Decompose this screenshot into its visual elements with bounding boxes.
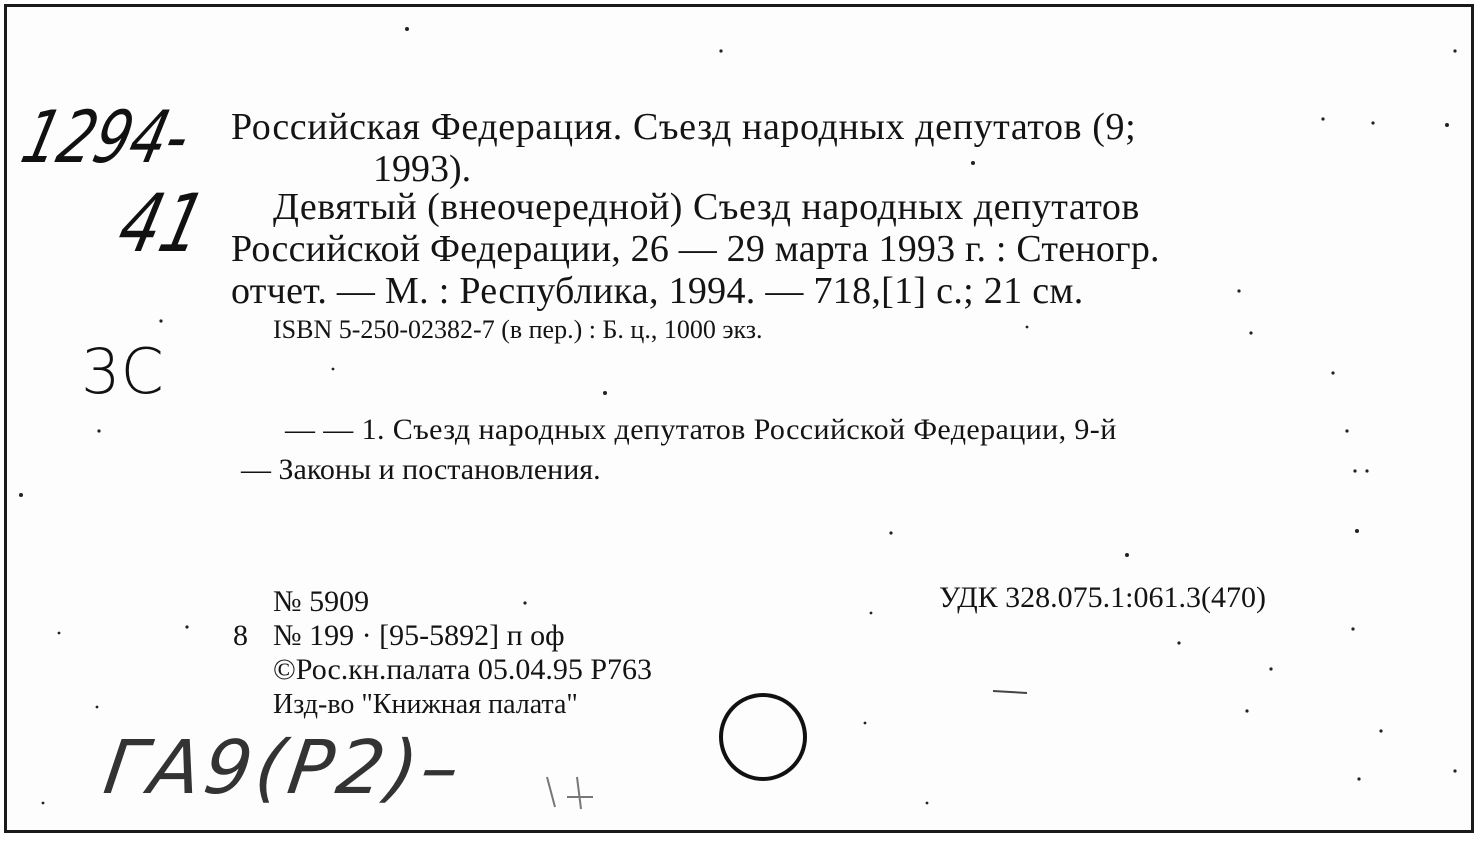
publisher-line: Изд-во "Книжная палата" (273, 689, 578, 720)
subject-line-1: — — 1. Съезд народных депутатов Российской Федерации, 9-й (285, 413, 1117, 446)
handwritten-code-bottom: 41 (109, 177, 215, 270)
book-chamber-line: ©Рос.кн.палата 05.04.95 Р763 (273, 653, 653, 686)
isbn-line: ISBN 5-250-02382-7 (в пер.) : Б. ц., 1000 экз. (273, 315, 763, 344)
handwritten-mark: 3С (81, 335, 164, 408)
handwritten-shelf-mark: ГА9(Р2)– (98, 725, 469, 811)
order-line: № 199 · [95-5892] п оф (273, 619, 565, 652)
card-decorations (7, 7, 1471, 830)
heading-line-2: 1993). (373, 148, 472, 190)
title-line-3: отчет. — М. : Республика, 1994. — 718,[1] с.; 21 см. (231, 270, 1084, 312)
hand-drawn-circle (721, 695, 805, 779)
heading-line-1: Российская Федерация. Съезд народных депутатов (9; (231, 106, 1137, 148)
order-prefix: 8 (233, 619, 248, 652)
title-line-1: Девятый (внеочередной) Съезд народных депутатов (273, 186, 1140, 228)
pencil-dash (993, 691, 1027, 693)
subject-line-2: — Законы и постановления. (241, 453, 601, 486)
catalog-card (4, 4, 1474, 833)
handwritten-code-top: 1294- (14, 95, 199, 179)
card-number: № 5909 (273, 585, 370, 618)
title-line-2: Российской Федерации, 26 — 29 марта 1993 г. : Стеногр. (231, 228, 1160, 270)
pencil-mark (547, 777, 593, 809)
udk-code: УДК 328.075.1:061.3(470) (939, 581, 1266, 614)
scan-specks (19, 27, 1457, 804)
